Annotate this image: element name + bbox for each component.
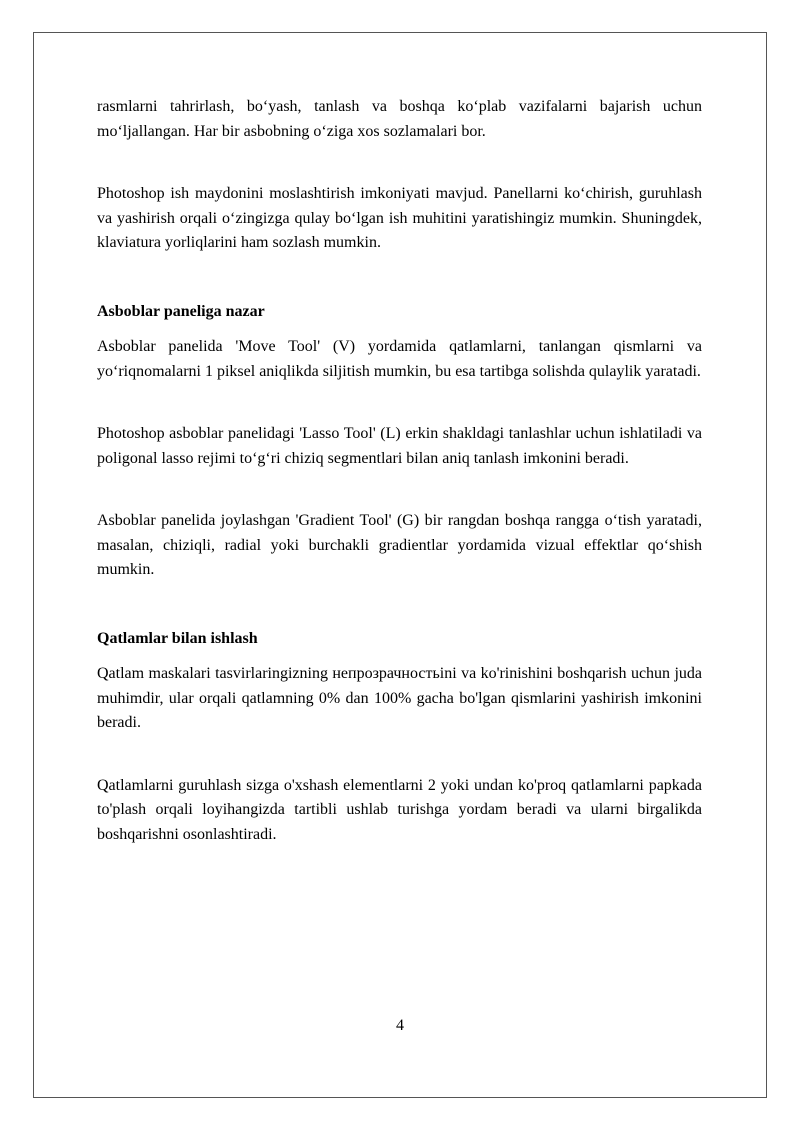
- paragraph-layer-masks: Qatlam maskalari tasvirlaringizning непрозрачностьini va ko'rinishini boshqarish uchun juda muhimdir, ular orqali qatlamning 0% dan 100% gacha bo'lgan qismlarini yashirish imkonini beradi.: [97, 665, 702, 731]
- paragraph-move-tool: Asboblar panelida 'Move Tool' (V) yordamida qatlamlarni, tanlangan qismlarni va yo‘riqnomalarni 1 piksel aniqlikda siljitish mumkin, bu esa tartibga solishda qulaylik yaratadi.: [97, 338, 702, 380]
- paragraph-gradient-tool: Asboblar panelida joylashgan 'Gradient Tool' (G) bir rangdan boshqa rangga o‘tish yaratadi, masalan, chiziqli, radial yoki burchakli gradientlar yordamida vizual effektlar qo‘shish mumkin.: [97, 512, 702, 578]
- paragraph-lasso-tool: Photoshop asboblar panelidagi 'Lasso Tool' (L) erkin shakldagi tanlashlar uchun ishlatiladi va poligonal lasso rejimi to‘g‘ri chiziq segmentlari bilan aniq tanlash imkonini beradi.: [97, 425, 702, 467]
- paragraph-intro-2: Photoshop ish maydonini moslashtirish imkoniyati mavjud. Panellarni ko‘chirish, guruhlash va yashirish orqali o‘zingizga qulay bo‘lgan ish muhitini yaratishingiz mumkin. Shuningdek, klaviatura yorliqlarini ham sozlash mumkin.: [97, 185, 702, 251]
- section-heading-layers: Qatlamlar bilan ishlash: [97, 629, 258, 647]
- section-heading-toolbar: Asboblar paneliga nazar: [97, 302, 265, 320]
- document-body: [97, 95, 702, 847]
- paragraph-layer-groups: Qatlamlarni guruhlash sizga o'xshash elementlarni 2 yoki undan ko'proq qatlamlarni papkada to'plash orqali loyihangizda tartibli ushlab turishga yordam beradi va ularni birgalikda boshqarishni osonlashtiradi.: [97, 776, 702, 843]
- paragraph-intro-1: rasmlarni tahrirlash, bo‘yash, tanlash va boshqa ko‘plab vazifalarni bajarish uchun mo‘ljallangan. Har bir asbobning o‘ziga xos sozlamalari bor.: [97, 98, 702, 140]
- page-number: 4: [396, 1017, 404, 1034]
